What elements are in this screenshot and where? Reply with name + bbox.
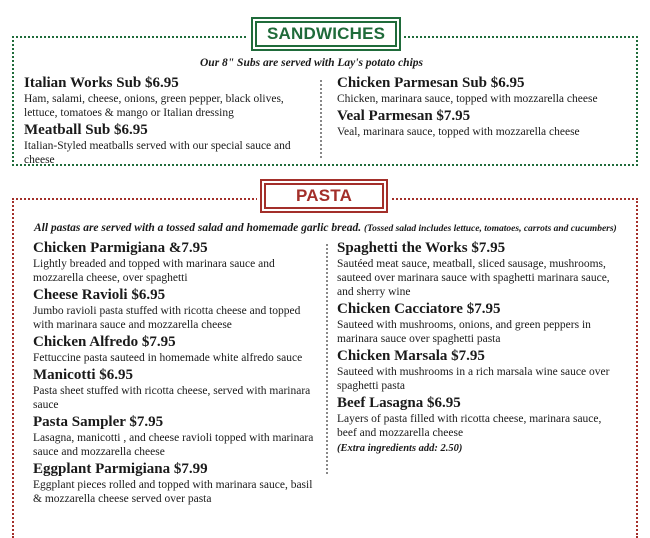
sandwiches-title-badge: [248, 14, 404, 54]
pasta-title-badge: [257, 176, 391, 216]
item-name: Chicken Marsala $7.95: [337, 348, 485, 364]
extra-ingredients-note: (Extra ingredients add: 2.50): [337, 443, 463, 454]
item-name: Manicotti $6.95: [33, 367, 133, 383]
menu-item: [33, 414, 323, 459]
item-name: Eggplant Parmigiana $7.99: [33, 461, 208, 477]
item-description: Jumbo ravioli pasta stuffed with ricotta cheese and topped with marinara sauce and mozzarella cheese: [33, 305, 301, 331]
pasta-intro: [34, 222, 617, 234]
menu-item: [33, 367, 323, 412]
item-description: Lightly breaded and topped with marinara sauce and mozzarella cheese, over spaghetti: [33, 258, 275, 284]
item-name: Beef Lasagna $6.95: [337, 395, 461, 411]
menu-item: [24, 75, 314, 120]
sandwiches-intro: Our 8" Subs are served with Lay's potato chips: [200, 57, 423, 69]
pasta-right-column: [337, 240, 622, 456]
item-name: Veal Parmesan $7.95: [337, 108, 471, 124]
item-description: Veal, marinara sauce, topped with mozzarella cheese: [337, 126, 580, 138]
item-name: Chicken Cacciatore $7.95: [337, 301, 501, 317]
sandwiches-right-column: [337, 75, 627, 141]
menu-item: [33, 287, 323, 332]
menu-item: [337, 301, 622, 346]
item-description: Layers of pasta filled with ricotta cheese, marinara sauce, beef and mozzarella cheese: [337, 413, 602, 439]
menu-item: [337, 395, 622, 440]
pasta-left-column: [33, 240, 323, 508]
column-divider: [326, 244, 328, 474]
item-description: Ham, salami, cheese, onions, green pepper, black olives, lettuce, tomatoes & mango or Italian dressing: [24, 93, 284, 119]
menu-item: [337, 240, 622, 299]
menu-item: [337, 348, 622, 393]
item-name: Chicken Parmigiana &7.95: [33, 240, 208, 256]
item-name: Chicken Alfredo $7.95: [33, 334, 176, 350]
item-description: Pasta sheet stuffed with ricotta cheese, served with marinara sauce: [33, 385, 311, 411]
pasta-intro-text: All pastas are served with a tossed salad and homemade garlic bread.: [34, 222, 362, 234]
item-description: Lasagna, manicotti , and cheese ravioli topped with marinara sauce and mozzarella cheese: [33, 432, 314, 458]
column-divider: [320, 80, 322, 158]
item-description: Sautéed meat sauce, meatball, sliced sausage, mushrooms, sauteed over marinara sauce with spaghetti marinara sauce, and sherry wine: [337, 258, 610, 298]
item-name: Pasta Sampler $7.95: [33, 414, 164, 430]
sandwiches-left-column: [24, 75, 314, 169]
item-description: Italian-Styled meatballs served with our special sauce and cheese: [24, 140, 291, 166]
pasta-intro-note: (Tossed salad includes lettuce, tomatoes, carrots and cucumbers): [364, 224, 617, 234]
menu-item: [337, 75, 627, 106]
item-description: Sauteed with mushrooms in a rich marsala wine sauce over spaghetti pasta: [337, 366, 610, 392]
item-name: Italian Works Sub $6.95: [24, 75, 179, 91]
item-name: Chicken Parmesan Sub $6.95: [337, 75, 525, 91]
item-name: Cheese Ravioli $6.95: [33, 287, 166, 303]
menu-item: [33, 461, 323, 506]
menu-item: [33, 240, 323, 285]
item-name: Meatball Sub $6.95: [24, 122, 148, 138]
sandwiches-title: SANDWICHES: [255, 21, 397, 47]
item-description: Eggplant pieces rolled and topped with marinara sauce, basil & mozzarella cheese served over pasta: [33, 479, 313, 505]
item-description: Chicken, marinara sauce, topped with mozzarella cheese: [337, 93, 598, 105]
item-name: Spaghetti the Works $7.95: [337, 240, 506, 256]
item-description: Fettuccine pasta sauteed in homemade white alfredo sauce: [33, 352, 303, 364]
menu-item: [24, 122, 314, 167]
menu-item: [33, 334, 323, 365]
pasta-title: PASTA: [264, 183, 384, 209]
item-description: Sauteed with mushrooms, onions, and green peppers in marinara sauce over spaghetti pasta: [337, 319, 591, 345]
menu-item: [337, 108, 627, 139]
